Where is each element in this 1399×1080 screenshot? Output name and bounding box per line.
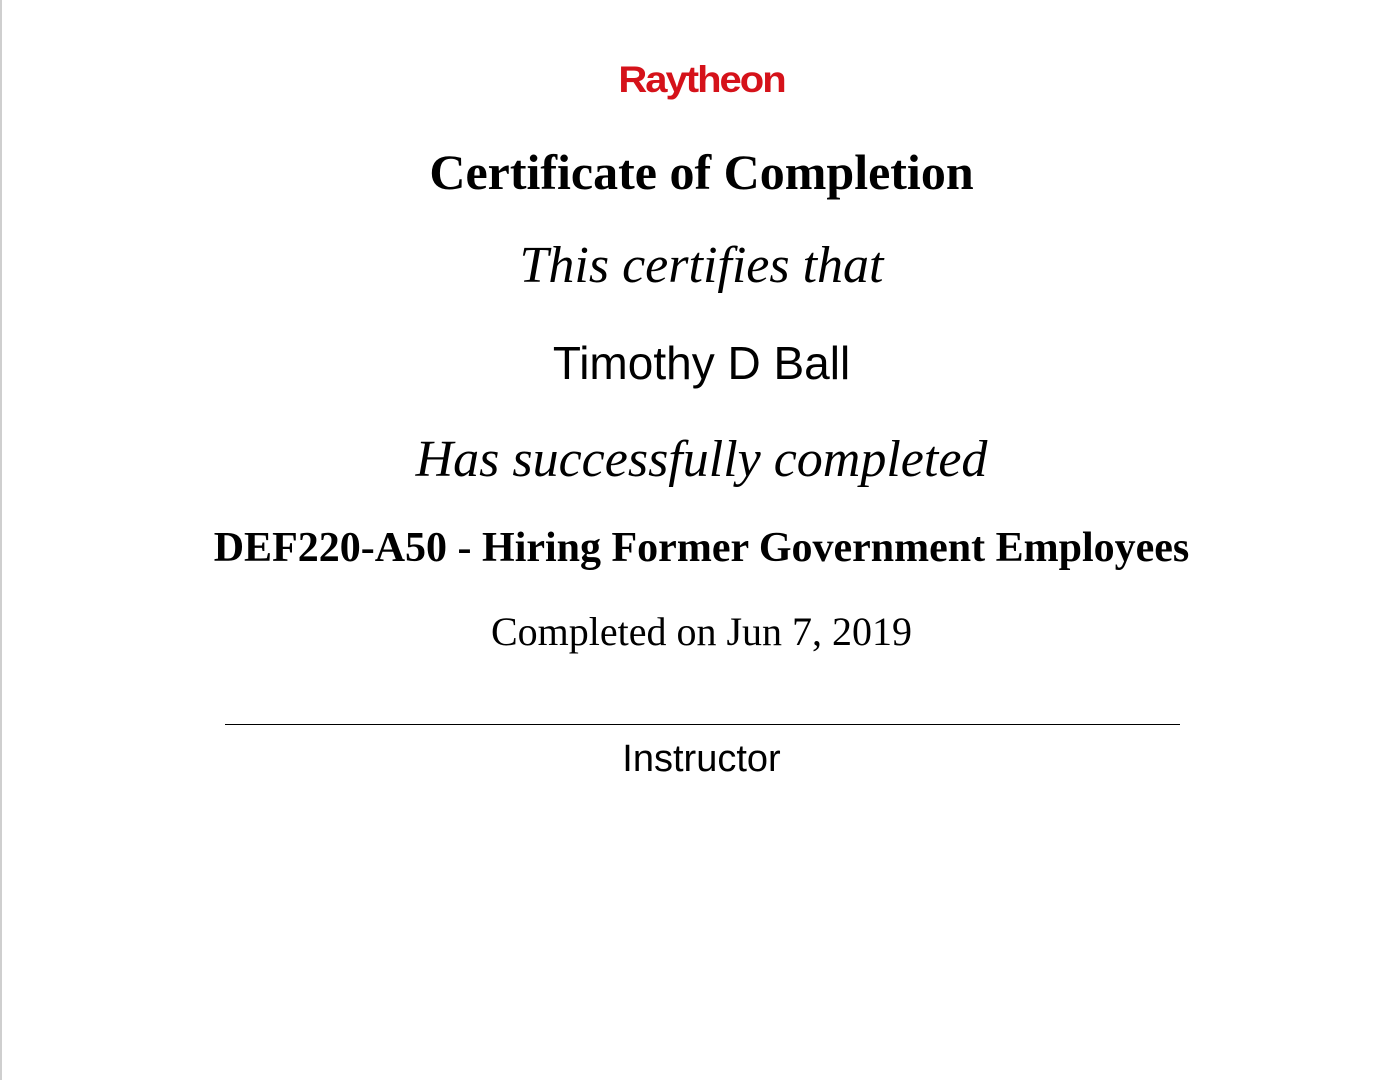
raytheon-logo: Raytheon (618, 59, 785, 101)
signature-line (225, 724, 1180, 725)
certifies-phrase: This certifies that (519, 237, 884, 294)
completion-phrase: Has successfully completed (415, 431, 988, 488)
recipient-name: Timothy D Ball (552, 337, 851, 389)
completion-date: Completed on Jun 7, 2019 (490, 609, 913, 654)
instructor-label: Instructor (622, 738, 781, 780)
certificate-title: Certificate of Completion (429, 144, 974, 200)
course-title: DEF220-A50 - Hiring Former Government Employees (213, 525, 1190, 571)
